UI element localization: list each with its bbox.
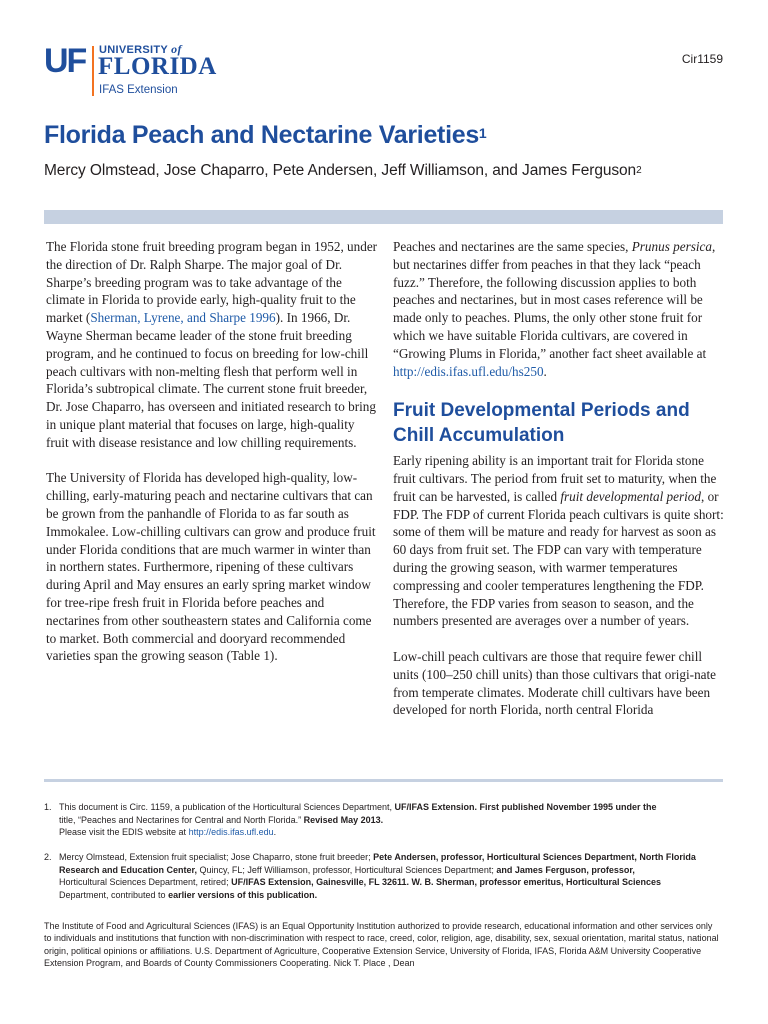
footnote-divider — [44, 779, 723, 782]
fn2-h: earlier versions of this publication. — [168, 889, 318, 900]
fdp-paragraph — [393, 452, 725, 630]
equal-opportunity-statement: The Institute of Food and Agricultural Sciences (IFAS) is an Equal Opportunity Institution authorized to provide research, educational information and other services only to individuals and institutions that function with non-discrimination with respect to race, creed, color, religion, age, disability, sex, sexual orientation, marital status, national origin, political opinions or affiliations. U.S. Department of Agriculture, Cooperative Extension Service, University of Florida, IFAS, Florida A&M University Cooperative Extension Program, and Boards of County Commissioners Cooperating. Nick T. Place , Dean — [44, 921, 719, 968]
fn1-b: UF/IFAS Extension. First published November 1995 under the — [394, 802, 657, 812]
header-divider-band — [44, 210, 723, 224]
edis-link[interactable]: http://edis.ifas.ufl.edu — [188, 827, 274, 837]
species-text-1: Peaches and nectarines are the same species, — [393, 239, 632, 254]
section-heading-fdp: Fruit Developmental Periods and Chill Accumulation — [393, 400, 690, 447]
intro-paragraph — [46, 238, 378, 452]
authors-text: Mercy Olmstead, Jose Chaparro, Pete Andersen, Jeff Williamson, and James Ferguson — [44, 162, 637, 179]
fn1-e: Please visit the EDIS website at — [59, 827, 189, 837]
fn2-e: Horticultural Sciences Department, retired; — [59, 877, 232, 887]
footnote-1 — [44, 801, 724, 839]
fn1-c: title, “Peaches and Nectarines for Central and North Florida.” — [59, 814, 304, 825]
title-text: Florida Peach and Nectarine Varieties — [44, 121, 479, 149]
fn2-f: UF/IFAS Extension, Gainesville, FL 32611. W. B. Sherman, professor emeritus, Horticultural Sciences — [231, 877, 662, 887]
page-title — [44, 120, 486, 150]
fn1-a: This document is Circ. 1159, a publication of the Horticultural Sciences Department, — [59, 802, 395, 812]
uf-cultivars-paragraph: The University of Florida has developed high-quality, low-chilling, early-maturing peach and nectarine cultivars that can be grown from the panhandle of Florida to as far south as Immokalee. Low-chilling cultivars can grow and produce fruit under Florida conditions that are much warmer in winter than in northern states. Furthermore, ripening of these cultivars during April and May ensures an early spring market window for tree-ripe fresh fruit in Florida before peaches and nectarines from other southeastern states and California come to market. Both commercial and dooryard recommended varieties span the growing season (Table 1). — [46, 470, 376, 664]
fn2-a: Mercy Olmstead, Extension fruit specialist; Jose Chaparro, stone fruit breeder; — [59, 852, 374, 862]
plums-factsheet-link[interactable]: http://edis.ifas.ufl.edu/hs250 — [393, 363, 544, 379]
title-footnote-marker[interactable]: 1 — [478, 125, 487, 141]
logo-florida: FLORIDA — [98, 53, 217, 80]
logo-of-text: of — [171, 42, 182, 56]
fn1-d: Revised May 2013. — [303, 814, 384, 825]
left-column — [46, 238, 378, 683]
fdp-italic: fruit developmental period — [560, 488, 701, 504]
authors-footnote-marker[interactable]: 2 — [636, 165, 642, 176]
species-italic: Prunus persica — [631, 239, 712, 254]
footnote-1-text — [59, 801, 724, 839]
footnote-2 — [44, 851, 724, 901]
logo-uf-monogram: UF — [44, 42, 86, 80]
species-text-end: . — [543, 363, 547, 379]
fn1-f: . — [273, 827, 277, 837]
right-column — [393, 238, 725, 737]
species-paragraph — [393, 238, 725, 380]
fn2-c: Quincy, FL; Jeff Williamson, professor, Horticultural Sciences Department; — [197, 864, 497, 875]
document-number: Cir1159 — [681, 52, 723, 66]
species-text-2: , but nectarines differ from peaches in that they lack “peach fuzz.” Therefore, the following discussion applies to both peaches and nectarines, but in most cases reference will be made only to peaches. Plums, the only other stone fruit for which we have suitable Florida cultivars, are covered in “Growing Plums in Florida,” another fact sheet available at — [393, 239, 716, 361]
fn2-b: Pete Andersen, professor, Horticultural Sciences Department, North Florida Research and Education Center, — [59, 852, 696, 875]
logo-divider — [92, 46, 94, 96]
logo-university-text: UNIVERSITY — [99, 44, 172, 56]
fdp-text-2: , or FDP. The FDP of current Florida peach cultivars is quite short: some of them will be mature and ready for harvest as soon as 60 days from fruit set. The FDP can vary with temperature during the growing season, with warmer temperatures compressing and cooler temperatures lengthening the FDP. Therefore, the FDP varies from season to season, and the numbers presented are averages over a number of years. — [393, 488, 724, 629]
fn2-d: and James Ferguson, professor, — [496, 864, 635, 875]
footnote-1-number: 1. — [44, 802, 52, 812]
logo-ifas-extension: IFAS Extension — [99, 84, 178, 96]
footnote-2-text — [59, 851, 724, 901]
fdp-text-1: Early ripening ability is an important trait for Florida stone fruit cultivars. The period from fruit set to maturity, when the fruit can be harvested, is called — [393, 453, 717, 504]
citation-link[interactable]: Sherman, Lyrene, and Sharpe 1996 — [90, 310, 276, 326]
author-list — [44, 161, 642, 181]
intro-text-2: ). In 1966, Dr. Wayne Sherman became leader of the stone fruit breeding program, and he continued to focus on breeding for low-chill peach cultivars with non-melting flesh that perform well in Florida’s subtropical climate. The current stone fruit breeder, Dr. Jose Chaparro, has overseen and initiated research to bring in unique plant material that focuses on large, high-quality fruit with disease resistance and low chilling requirements. — [46, 310, 376, 450]
low-chill-paragraph: Low-chill peach cultivars are those that require fewer chill units (100–250 chill units) than those cultivars that origi-nate from temperate climates. Moderate chill cultivars have been developed for north Florida, north central Florida — [393, 648, 717, 718]
footnote-2-number: 2. — [44, 852, 52, 862]
fn2-g: Department, contributed to — [59, 889, 169, 900]
intro-text-1: The Florida stone fruit breeding program began in 1952, under the direction of Dr. Ralph Sharpe. The major goal of Dr. Sharpe’s breeding program was to take advantage of the climate in Florida to provide early, high-quality fruit to the market ( — [46, 239, 378, 326]
uf-ifas-logo[interactable] — [44, 42, 244, 100]
